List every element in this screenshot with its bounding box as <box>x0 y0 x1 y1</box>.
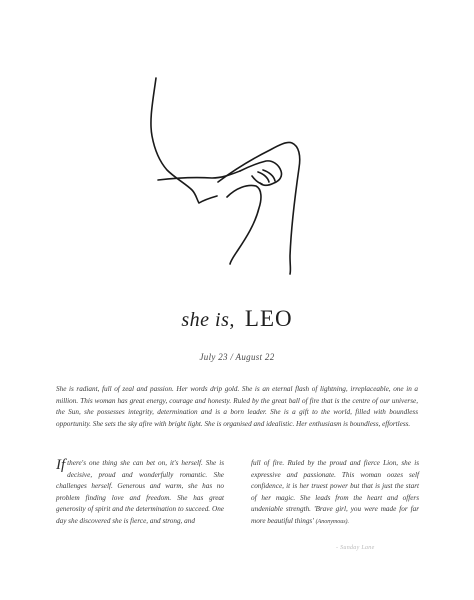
right-column-text: full of fire. Ruled by the proud and fierce Lion, she is expressive and passionate. This woman oozes self confidence, it is her truest power but that is just the start of her magic. She leads from the heart and offers undeniable strength. 'Brave girl, you were made for far more beautiful things' <box>251 459 419 525</box>
left-column <box>56 458 224 527</box>
back-contour-line <box>151 78 217 203</box>
zodiac-sign-name: LEO <box>244 306 293 331</box>
date-range: July 23 / August 22 <box>199 352 275 362</box>
thumb-line <box>252 176 262 184</box>
lower-leg-line <box>227 185 261 264</box>
quote-attribution: (Anonymous). <box>315 518 350 525</box>
left-column-text: there's one thing she can bet on, it's herself. She is decisive, proud and wonderfully romantic. She challenges herself. Generous and warm, she has no problem finding love and freedom. She has great generosity of spirit and the determination to succeed. One day she discovered she is fierce, and strong, and <box>56 459 224 525</box>
drop-cap: If <box>56 457 66 473</box>
signature: - Sunday Lane <box>336 545 375 551</box>
right-column <box>251 458 419 528</box>
intro-paragraph: She is radiant, full of zeal and passion. Her words drip gold. She is an eternal flash of lightning, irreplaceable, one in a million. This woman has great energy, courage and honesty. Ruled by the great ball of fire that is the centre of our universe, the Sun, she possesses integrity, determination and is a born leader. She is a gift to the world, filled with boundless opportunity. She sets the sky afire with bright light. She is organised and idealistic. Her enthusiasm is boundless, effortless. <box>56 385 418 428</box>
finger-line-1 <box>258 172 269 182</box>
title-prefix: she is, <box>181 309 235 331</box>
page-title <box>0 306 474 332</box>
